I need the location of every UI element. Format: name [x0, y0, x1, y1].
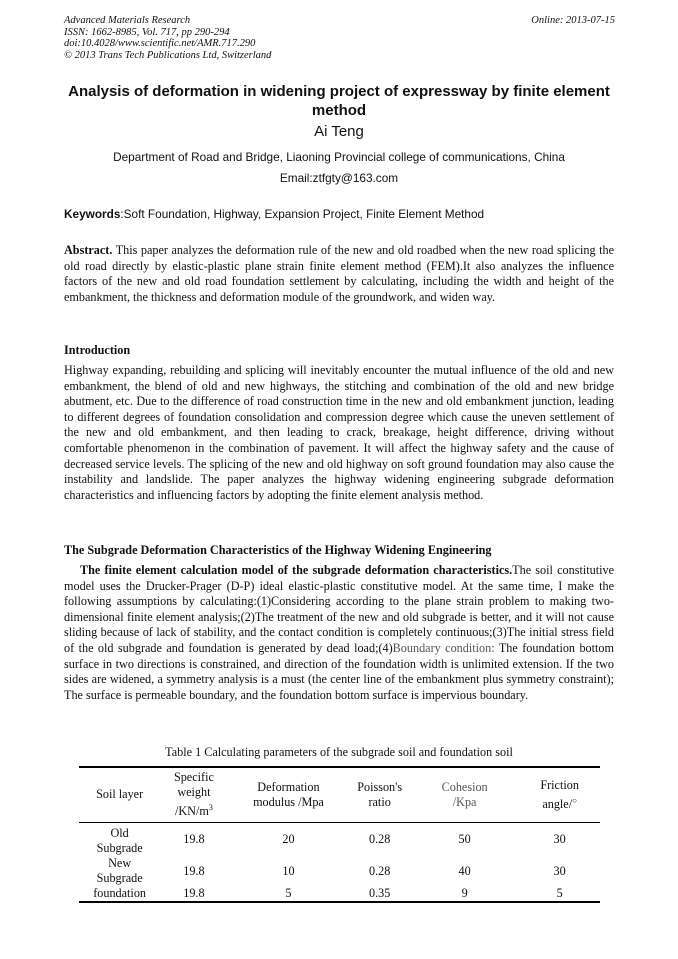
abstract-paragraph [64, 243, 614, 305]
introduction-heading: Introduction [64, 343, 131, 357]
online-date: Online: 2013-07-15 [531, 15, 615, 26]
introduction-paragraph: Highway expanding, rebuilding and splicing will inevitably encounter the mutual influence of the old and new embankment, the blend of old and new highways, the stitching and combination of the old and new bridge abutment, etc. Due to the difference of road construction time in the new and old embankment junction, leading to different degrees of foundation consolidation and compression degree which cause the uneven settlement of the new and old embankment, and then leading to crack, breakage, height difference, driving without comfortable phenomenon in the combination of pavement. It will affect the highway safety and the cause of decreased service levels. The splicing of the new and old highway on soft ground foundation may also cause the instability and landslide. The paper analyzes the highway widening engineering subgrade deformation characteristics and influencing factors by adopting the finite element analysis method. [64, 363, 614, 502]
cell-specific-weight: 19.8 [160, 886, 227, 902]
header-poisson-ratio: Poisson's ratio [349, 767, 410, 823]
abstract-label: Abstract. [64, 243, 113, 257]
header-cohesion: Cohesion /Kpa [410, 767, 519, 823]
cell-deformation-modulus: 20 [282, 832, 295, 847]
cell-cohesion: 50 [458, 832, 471, 847]
cell-poisson-ratio: 0.28 [368, 832, 391, 847]
keywords-separator: : [120, 207, 124, 221]
table-row [79, 823, 600, 857]
author-email: Email:ztfgty@163.com [279, 171, 399, 185]
author-affiliation: Department of Road and Bridge, Liaoning Provincial college of communications, China [113, 150, 565, 164]
journal-metadata [64, 15, 271, 61]
copyright: © 2013 Trans Tech Publications Ltd, Switzerland [64, 49, 272, 61]
keywords-text: Soft Foundation, Highway, Expansion Project, Finite Element Method [123, 207, 485, 221]
keywords-line [64, 207, 614, 221]
cell-friction-angle: 30 [553, 832, 566, 847]
cell-poisson-ratio: 0.28 [368, 863, 391, 878]
boundary-condition-label: Boundary condition: [392, 640, 495, 655]
cell-specific-weight: 19.8 [183, 832, 205, 847]
author-name: Ai Teng [314, 123, 364, 140]
table-caption: Table 1 Calculating parameters of the subgrade soil and foundation soil [165, 745, 513, 759]
abstract-text: This paper analyzes the deformation rule of the new and old roadbed when the new road splicing the old road directly by elastic-plastic plane strain finite element method (FEM).It also analyzes the influence factors of the new and old road foundation settlement by calculating, including the width and height of the embankment, the thickness and deformation module of the groundwork, and widen way. [64, 243, 614, 304]
cell-poisson-ratio: 0.35 [349, 886, 410, 902]
table-header-row [79, 767, 600, 823]
cell-soil-layer: Old Subgrade [96, 826, 143, 856]
section-text-part-2: The foundation bottom surface in two directions is constrained, and direction of the foundation width is unlimited extension. If the two sides are widened, a symmetry analysis is a must (the center line of the embankment plus symmetry constraint); The surface is permeable boundary, and the foundation bottom surface is impervious boundary. [64, 640, 614, 702]
journal-name: Advanced Materials Research [64, 15, 191, 26]
section-paragraph [64, 563, 614, 703]
cell-friction-angle: 5 [519, 886, 600, 902]
parameters-table [79, 766, 600, 903]
header-friction-angle: Friction angle/○ [519, 767, 600, 823]
issn-volume: ISSN: 1662-8985, Vol. 717, pp 290-294 [64, 26, 230, 38]
cell-deformation-modulus: 10 [282, 863, 295, 878]
table-row [79, 856, 600, 886]
cell-soil-layer: New Subgrade [96, 856, 143, 886]
section-heading: The Subgrade Deformation Characteristics of the Highway Widening Engineering [64, 543, 492, 557]
cell-specific-weight: 19.8 [183, 863, 205, 878]
cell-friction-angle: 30 [553, 863, 566, 878]
header-deformation-modulus: Deformation modulus /Mpa [228, 767, 350, 823]
cell-soil-layer: foundation [79, 886, 160, 902]
cell-deformation-modulus: 5 [228, 886, 350, 902]
keywords-label: Keywords [64, 207, 121, 221]
paper-title: Analysis of deformation in widening project of expressway by finite element method [68, 83, 610, 119]
cell-cohesion: 9 [410, 886, 519, 902]
table-row [79, 886, 600, 902]
doi: doi:10.4028/www.scientific.net/AMR.717.290 [64, 38, 256, 49]
section-lead: The finite element calculation model of the subgrade deformation characteristics. [80, 563, 513, 577]
section-text-part-1: The soil constitutive model uses the Drucker-Prager (D-P) ideal elastic-plastic constitutive model. At the same time, I make the following assumptions by calculating:(1)Considering according to the plane strain problem to making two-dimensional finite element analysis;(2)The treatment of the new and old subgrade is better, and it will not cause sliding because of lack of stability, and the contact condition is completely continuous;(3)The initial stress field of the old subgrade and foundation is generated by dead load;(4) [64, 563, 614, 655]
header-soil-layer: Soil layer [79, 767, 160, 823]
header-specific-weight: Specific weight $/KN/m^3$ [160, 767, 227, 823]
cell-cohesion: 40 [458, 863, 471, 878]
